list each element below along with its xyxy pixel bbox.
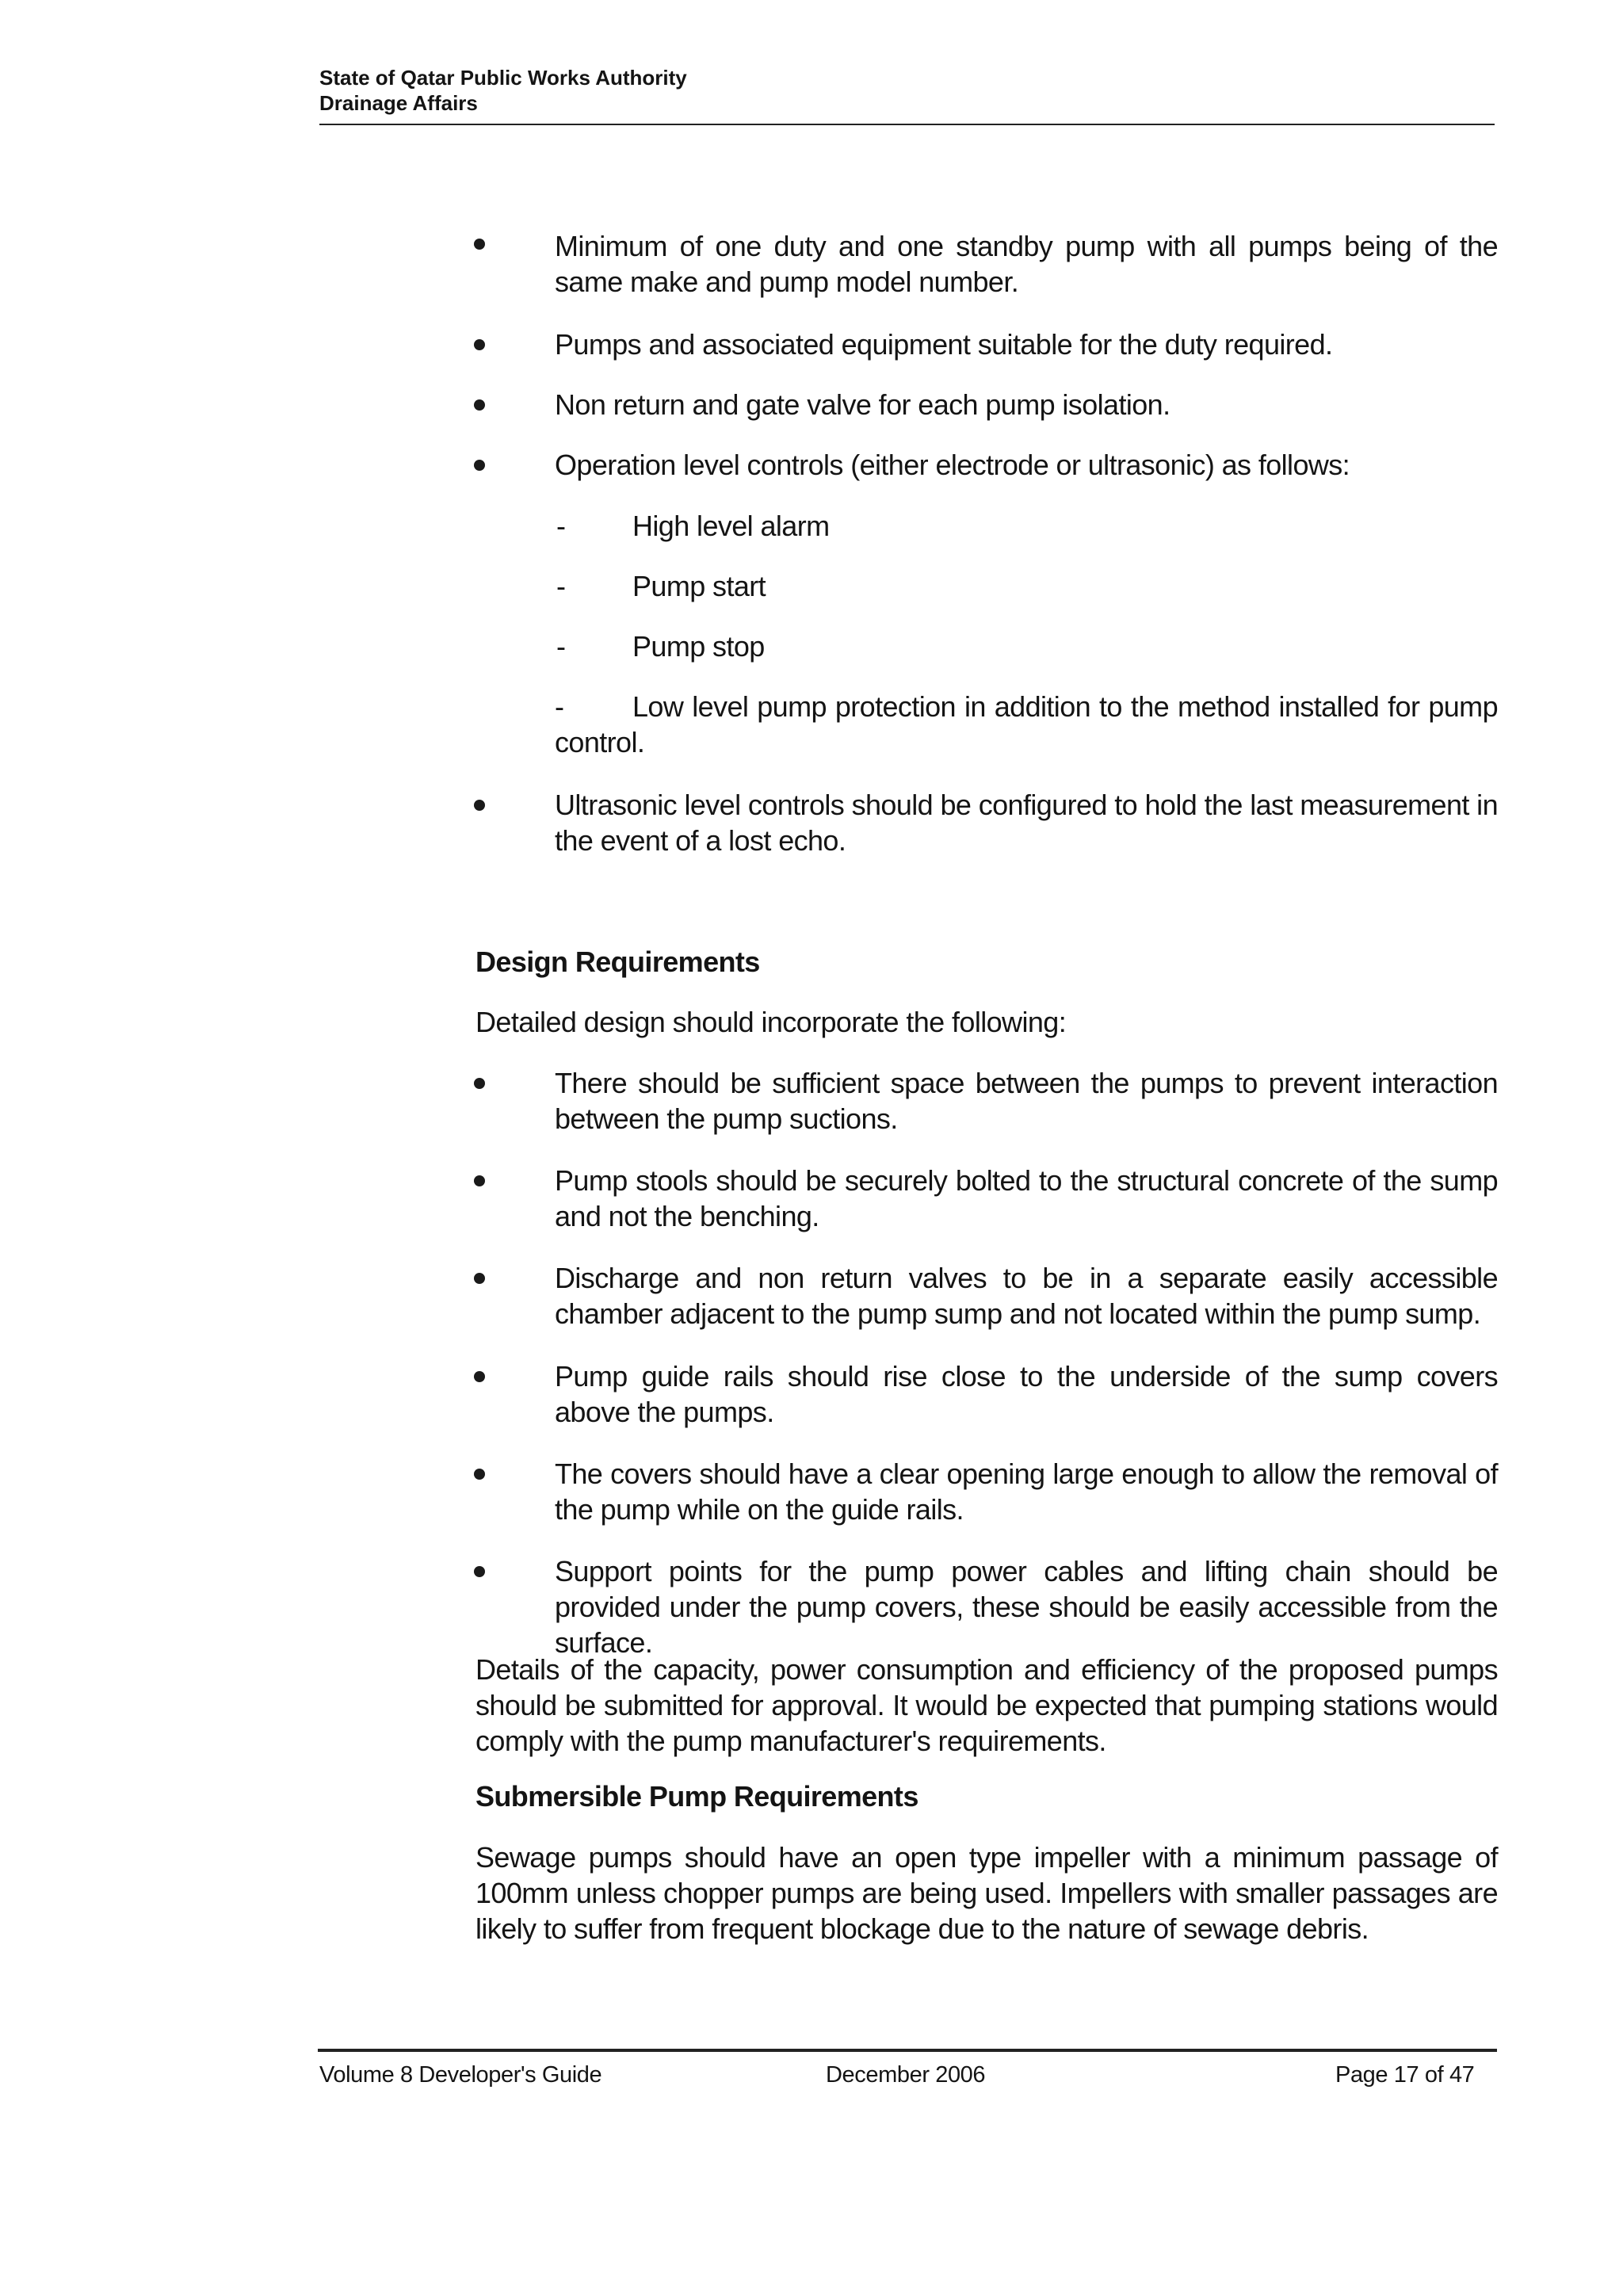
bullet-icon — [474, 1175, 485, 1186]
bullet-icon — [474, 800, 485, 811]
sub-list-item: High level alarm — [632, 510, 830, 542]
list-item: There should be sufficient space between the pumps to prevent interaction between the pump suctions. — [555, 1067, 1498, 1135]
submersible-paragraph: Sewage pumps should have an open type impeller with a minimum passage of 100mm unless chopper pumps are being used. Impellers with smaller passages are likely to suffer from frequent blockage due to the nature of sewage debris. — [475, 1841, 1498, 1945]
bullet-icon — [474, 339, 485, 350]
list-item: Discharge and non return valves to be in a separate easily accessible chamber adjacent to the pump sump and not located within the pump sump. — [555, 1262, 1498, 1330]
footer-page-number: Page 17 of 47 — [1335, 2062, 1475, 2088]
list-item: Pump stools should be securely bolted to the structural concrete of the sump and not the benching. — [555, 1164, 1498, 1232]
list-item: Support points for the pump power cables and lifting chain should be provided under the pump covers, these should be easily accessible from the surface. — [555, 1555, 1498, 1659]
bullet-icon — [474, 1273, 485, 1284]
sub-list-item-tail: control. — [555, 726, 645, 758]
bullet-icon — [474, 1371, 485, 1382]
page-header — [319, 65, 1495, 116]
design-closing-paragraph: Details of the capacity, power consumption and efficiency of the proposed pumps should be submitted for approval. It would be expected that pumping stations would comply with the pump manufacturer's requirements. — [475, 1653, 1498, 1757]
bullet-icon — [474, 399, 485, 411]
list-item: The covers should have a clear opening large enough to allow the removal of the pump while on the guide rails. — [555, 1457, 1498, 1526]
list-item: Non return and gate valve for each pump isolation. — [555, 388, 1170, 421]
list-item: Pumps and associated equipment suitable for the duty required. — [555, 328, 1333, 361]
bullet-icon — [474, 239, 485, 250]
header-department: Drainage Affairs — [319, 91, 478, 115]
sub-list-item: Pump start — [632, 570, 766, 602]
list-item: Ultrasonic level controls should be configured to hold the last measurement in the event of a lost echo. — [555, 789, 1498, 857]
footer-date: December 2006 — [826, 2062, 986, 2088]
dash-marker: - — [556, 570, 566, 602]
list-item: Pump guide rails should rise close to the underside of the sump covers above the pumps. — [555, 1360, 1498, 1428]
bullet-icon — [474, 460, 485, 471]
sub-list-item: Pump stop — [632, 630, 765, 663]
list-item: Minimum of one duty and one standby pump with all pumps being of the same make and pump model number. — [555, 230, 1498, 298]
section-heading-design: Design Requirements — [475, 946, 760, 978]
sub-list-item-lead: Low level pump protection in addition to the method installed for pump — [632, 690, 1498, 723]
sub-list-item-long — [555, 689, 1498, 760]
header-organization: State of Qatar Public Works Authority — [319, 66, 687, 90]
footer-rule — [318, 2049, 1497, 2052]
footer-document-title: Volume 8 Developer's Guide — [319, 2062, 602, 2088]
list-item: Operation level controls (either electrode or ultrasonic) as follows: — [555, 449, 1350, 481]
bullet-icon — [474, 1469, 485, 1480]
dash-marker: - — [555, 690, 564, 723]
bullet-icon — [474, 1078, 485, 1089]
design-intro: Detailed design should incorporate the following: — [475, 1006, 1067, 1038]
header-rule — [319, 124, 1495, 125]
section-heading-submersible: Submersible Pump Requirements — [475, 1780, 918, 1813]
dash-marker: - — [556, 630, 566, 663]
bullet-icon — [474, 1566, 485, 1577]
dash-marker: - — [556, 510, 566, 542]
